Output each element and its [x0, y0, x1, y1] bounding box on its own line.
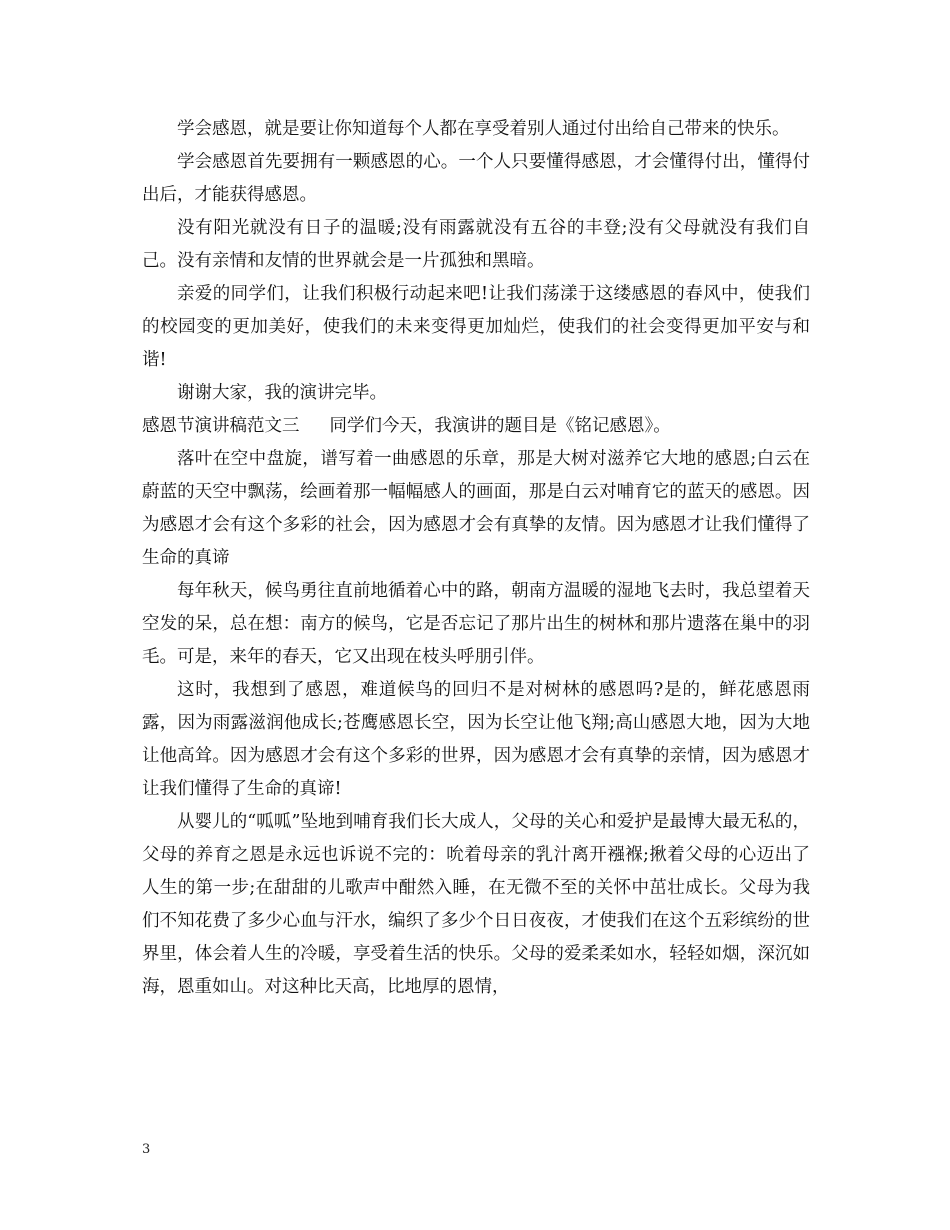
- section-intro: 同学们今天，我演讲的题目是《铭记感恩》。: [329, 416, 671, 436]
- paragraph: 每年秋天，候鸟勇往直前地循着心中的路，朝南方温暖的湿地飞去时，我总望着天空发的呆，总在想：南方的候鸟，它是否忘记了那片出生的树林和那片遗落在巢中的羽毛。可是，来年的春天，它又出现在枝头呼朋引伴。: [142, 581, 810, 667]
- page-number: 3: [142, 1142, 151, 1157]
- section-heading-line: [142, 410, 810, 443]
- paragraph: 亲爱的同学们，让我们积极行动起来吧!让我们荡漾于这缕感恩的春风中，使我们的校园变的更加美好，使我们的未来变得更加灿烂，使我们的社会变得更加平安与和谐!: [142, 284, 810, 370]
- paragraph: 这时，我想到了感恩，难道候鸟的回归不是对树林的感恩吗?是的，鲜花感恩雨露，因为雨露滋润他成长;苍鹰感恩长空，因为长空让他飞翔;高山感恩大地，因为大地让他高耸。因为感恩才会有这个多彩的世界，因为感恩才会有真挚的亲情，因为感恩才让我们懂得了生命的真谛!: [142, 680, 810, 799]
- paragraph: 学会感恩，就是要让你知道每个人都在享受着别人通过付出给自己带来的快乐。: [177, 119, 790, 139]
- paragraph: 落叶在空中盘旋，谱写着一曲感恩的乐章，那是大树对滋养它大地的感恩;白云在蔚蓝的天空中飘荡，绘画着那一幅幅感人的画面，那是白云对哺育它的蓝天的感恩。因为感恩才会有这个多彩的社会，因为感恩才会有真挚的友情。因为感恩才让我们懂得了生命的真谛: [142, 449, 810, 568]
- paragraph: 没有阳光就没有日子的温暖;没有雨露就没有五谷的丰登;没有父母就没有我们自己。没有亲情和友情的世界就会是一片孤独和黑暗。: [142, 218, 810, 271]
- document-body: [142, 113, 810, 1004]
- section-title: 感恩节演讲稿范文三: [142, 416, 300, 436]
- paragraph: 从婴儿的“呱呱”坠地到哺育我们长大成人，父母的关心和爱护是最博大最无私的，父母的养育之恩是永远也诉说不完的：吮着母亲的乳汁离开襁褓;揪着父母的心迈出了人生的第一步;在甜甜的儿歌声中酣然入睡，在无微不至的关怀中茁壮成长。父母为我们不知花费了多少心血与汗水，编织了多少个日日夜夜，才使我们在这个五彩缤纷的世界里，体会着人生的冷暖，享受着生活的快乐。父母的爱柔柔如水，轻轻如烟，深沉如海，恩重如山。对这种比天高，比地厚的恩情，: [142, 812, 810, 997]
- paragraph: 学会感恩首先要拥有一颗感恩的心。一个人只要懂得感恩，才会懂得付出，懂得付出后，才能获得感恩。: [142, 152, 810, 205]
- paragraph: 谢谢大家，我的演讲完毕。: [177, 383, 387, 403]
